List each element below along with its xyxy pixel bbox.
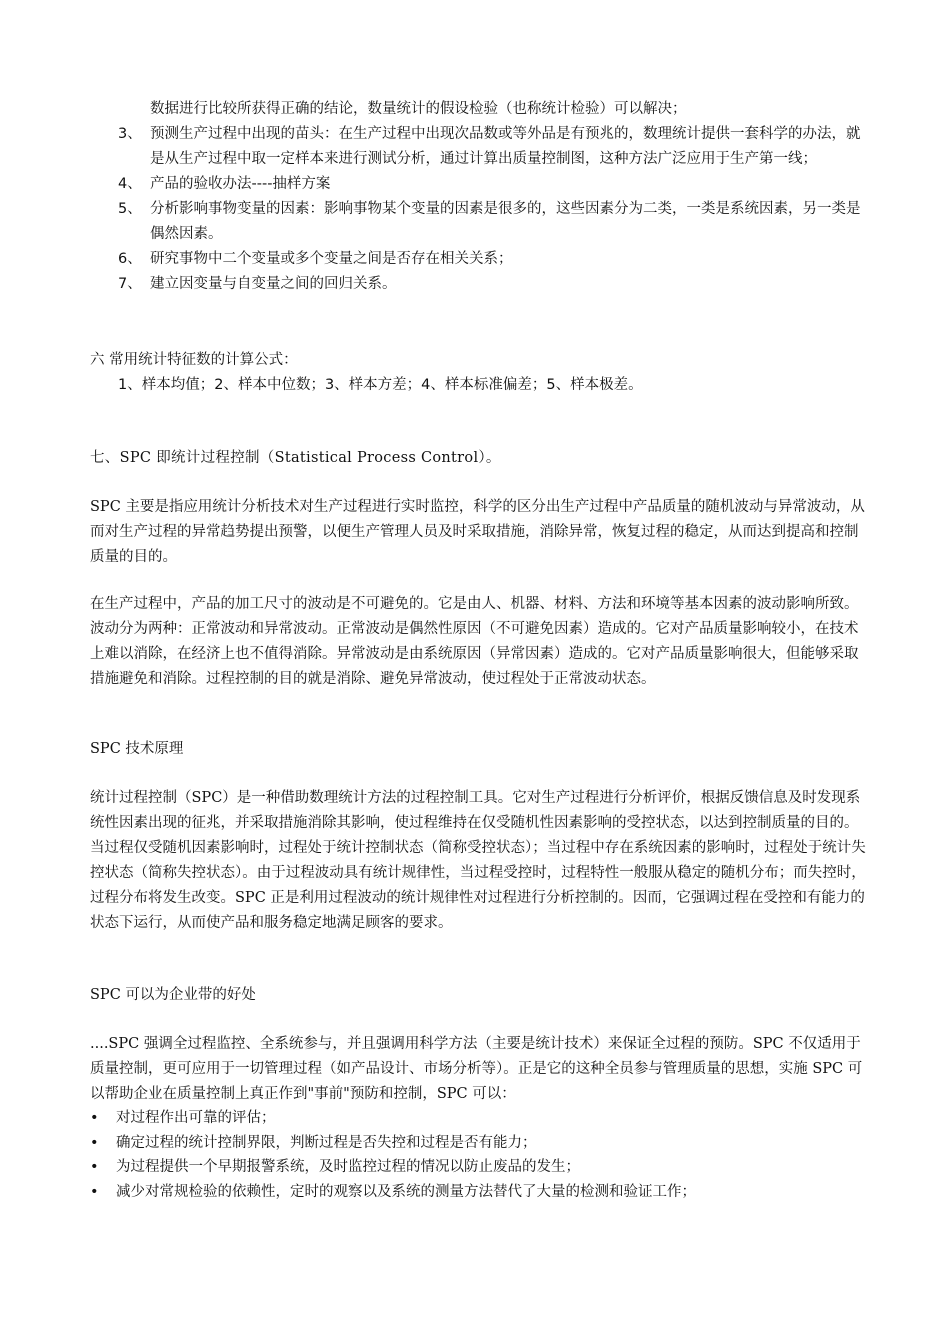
bullet-text: 减少对常规检验的依赖性，定时的观察以及系统的测量方法替代了大量的检测和验证工作； <box>116 1183 696 1200</box>
list-item-number: 3、 <box>118 126 142 142</box>
numbered-list <box>118 97 870 297</box>
list-item-text: 预测生产过程中出现的苗头：在生产过程中出现次品数或等外品是有预兆的，数理统计提供一套科学的办法，就是从生产过程中取一定样本来进行测试分析，通过计算出质量控制图，这种方法广泛应用于生产第一线； <box>150 126 861 167</box>
list-item <box>118 247 870 272</box>
bullet-list <box>90 1106 870 1204</box>
paragraph: 在生产过程中，产品的加工尺寸的波动是不可避免的。它是由人、机器、材料、方法和环境等基本因素的波动影响所致。波动分为两种：正常波动和异常波动。正常波动是偶然性原因（不可避免因素）造成的。它对产品质量影响较小，在技术上难以消除，在经济上也不值得消除。异常波动是由系统原因（异常因素）造成的。它对产品质量影响很大，但能够采取措施避免和消除。过程控制的目的就是消除、避免异常波动，使过程处于正常波动状态。 <box>90 596 859 687</box>
subheading-spc-benefits: SPC 可以为企业带的好处 <box>90 987 256 1003</box>
list-item-text: 分析影响事物变量的因素：影响事物某个变量的因素是很多的，这些因素分为二类，一类是系统因素，另一类是偶然因素。 <box>150 201 861 242</box>
list-item-text: 建立因变量与自变量之间的回归关系。 <box>150 276 397 292</box>
bullet-item <box>90 1131 870 1156</box>
subheading-spc-principle: SPC 技术原理 <box>90 741 184 757</box>
section-7-heading: 七、SPC 即统计过程控制（Statistical Process Control）。 <box>90 450 501 466</box>
bullet-text: 对过程作出可靠的评估； <box>116 1110 276 1126</box>
bullet-text: 确定过程的统计控制界限，判断过程是否失控和过程是否有能力； <box>116 1134 537 1151</box>
bullet-item <box>90 1106 870 1131</box>
section-6 <box>90 348 870 398</box>
list-item-number: 7、 <box>118 276 142 292</box>
bullet-icon: • <box>90 1134 99 1151</box>
bullet-item <box>90 1180 870 1205</box>
section-6-heading: 六 常用统计特征数的计算公式： <box>90 352 298 368</box>
list-item <box>118 197 870 247</box>
list-item-number: 4、 <box>118 176 142 192</box>
list-item-text: 研究事物中二个变量或多个变量之间是否存在相关关系； <box>150 251 513 267</box>
list-item <box>118 172 870 197</box>
bullet-text: 为过程提供一个早期报警系统，及时监控过程的情况以防止废品的发生； <box>116 1159 580 1175</box>
list-item-number: 6、 <box>118 251 142 267</box>
bullet-icon: • <box>90 1159 99 1175</box>
list-item <box>118 272 870 297</box>
bullet-icon: • <box>90 1183 99 1200</box>
list-item <box>118 122 870 172</box>
section-6-formula-list: 1、样本均值；2、样本中位数；3、样本方差；4、样本标准偏差；5、样本极差。 <box>118 377 643 393</box>
paragraph: 统计过程控制（SPC）是一种借助数理统计方法的过程控制工具。它对生产过程进行分析评价，根据反馈信息及时发现系统性因素出现的征兆，并采取措施消除其影响，使过程维持在仅受随机性因素影响的受控状态，以达到控制质量的目的。当过程仅受随机因素影响时，过程处于统计控制状态（简称受控状态）；当过程中存在系统因素的影响时，过程处于统计失控状态（简称失控状态）。由于过程波动具有统计规律性，当过程受控时，过程特性一般服从稳定的随机分布；而失控时，过程分布将发生改变。SPC 正是利用过程波动的统计规律性对过程进行分析控制的。因而，它强调过程在受控和有能力的状态下运行，从而使产品和服务稳定地满足顾客的要求。 <box>90 790 866 931</box>
paragraph: SPC 主要是指应用统计分析技术对生产过程进行实时监控，科学的区分出生产过程中产品质量的随机波动与异常波动，从而对生产过程的异常趋势提出预警，以便生产管理人员及时采取措施，消除异常，恢复过程的稳定，从而达到提高和控制质量的目的。 <box>90 499 865 565</box>
list-item-number: 5、 <box>118 201 142 217</box>
list-continuation-line: 数据进行比较所获得正确的结论，数量统计的假设检验（也称统计检验）可以解决； <box>150 101 687 117</box>
bullet-item <box>90 1155 870 1180</box>
list-item-text: 产品的验收办法----抽样方案 <box>150 176 331 192</box>
bullet-icon: • <box>90 1110 99 1126</box>
paragraph: ....SPC 强调全过程监控、全系统参与，并且强调用科学方法（主要是统计技术）来保证全过程的预防。SPC 不仅适用于质量控制，更可应用于一切管理过程（如产品设计、市场分析等）。正是它的这种全员参与管理质量的思想，实施 SPC 可以帮助企业在质量控制上真正作到"事前"预防和控制，SPC 可以： <box>90 1036 863 1102</box>
